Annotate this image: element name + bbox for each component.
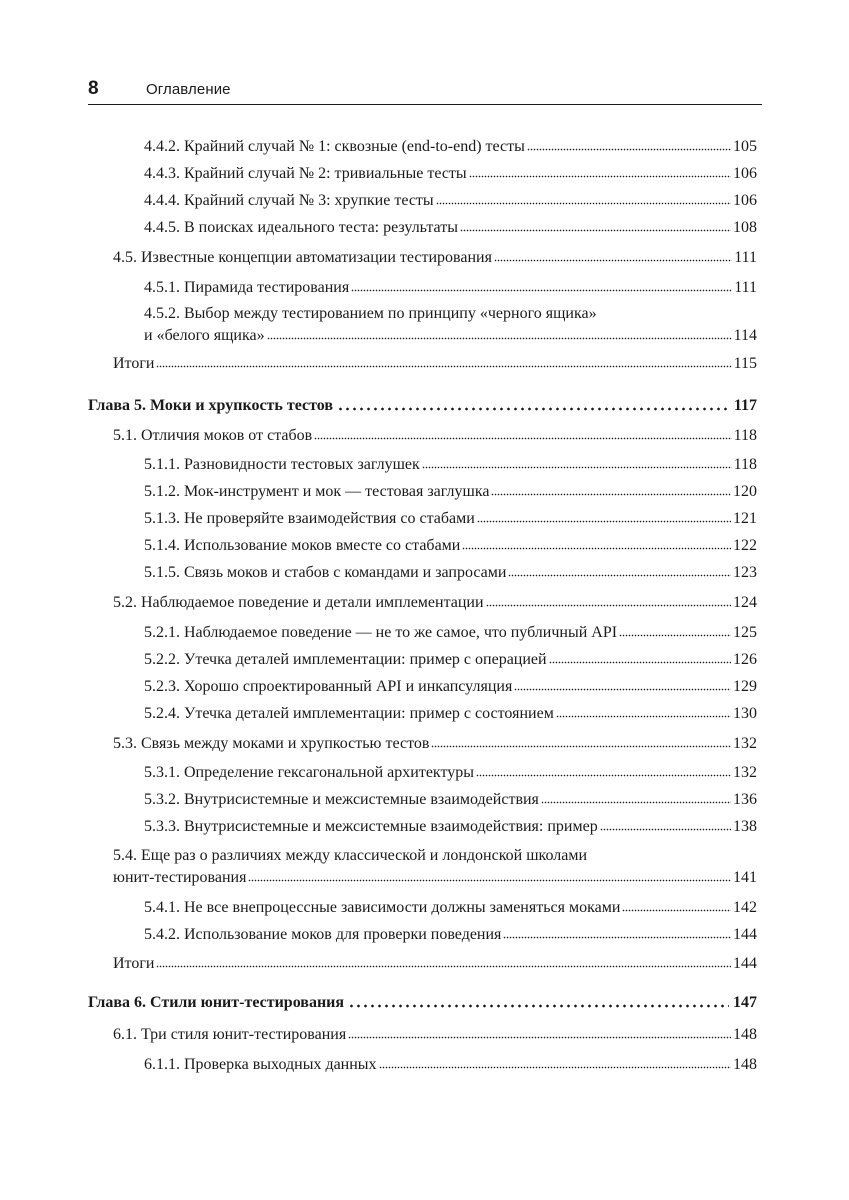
toc-entry-title: 5.1.2. Мок-инструмент и мок — тестовая заглушка [144,483,490,500]
toc-entry-title: 5.4.2. Использование моков для проверки поведения [144,926,502,943]
dot-leader [619,634,731,638]
chapter-entry[interactable] [88,395,757,417]
dot-leader [556,715,731,719]
toc-entry-title-line1[interactable]: 4.5.2. Выбор между тестированием по принципу «черного ящика» [144,305,597,322]
toc-entry-title: 4.4.4. Крайний случай № 3: хрупкие тесты [144,192,434,209]
dot-leader [314,437,731,441]
toc-entry-page: 118 [733,427,757,444]
toc-entry-page: 120 [733,483,757,500]
toc-entry-page: 129 [733,678,757,695]
toc-entry[interactable] [113,592,757,614]
dot-leader [622,909,731,913]
toc-entry-title: 5.3.1. Определение гексагональной архитектуры [144,764,475,781]
toc-entry-title: 5.1.1. Разновидности тестовых заглушек [144,456,420,473]
toc-entry[interactable] [144,676,757,698]
dot-leader [248,879,731,883]
toc-entry[interactable] [144,1054,757,1076]
dot-leader [477,520,731,524]
toc-entry-title: 5.1.4. Использование моков вместе со стабами [144,537,461,554]
dot-leader [527,148,731,152]
toc-entry[interactable] [113,247,757,269]
dot-leader [494,259,732,263]
toc-entry-title: Итоги [113,355,155,372]
toc-entry-page: 123 [733,564,757,581]
dot-leader [469,175,731,179]
dot-leader [549,661,731,665]
toc-entry-page: 126 [733,651,757,668]
toc-entry[interactable] [113,353,757,375]
dot-leader [541,801,731,805]
dot-leader [600,828,731,832]
toc-entry-page: 115 [733,355,757,372]
toc-entry-title: 6.1.1. Проверка выходных данных [144,1056,377,1073]
toc-entry-page: 124 [733,594,757,611]
toc-entry-page: 132 [733,735,757,752]
toc-entry-page: 136 [733,791,757,808]
toc-entry-page: 122 [733,537,757,554]
toc-entry-page: 118 [733,456,757,473]
dot-leader [267,337,732,341]
toc-entry[interactable] [113,425,757,447]
toc-entry-page: 148 [733,1056,757,1073]
toc-entry-title: 5.1.3. Не проверяйте взаимодействия со стабами [144,510,475,527]
dot-leader [156,965,731,969]
dot-leader [156,365,731,369]
toc-entry-page: 106 [733,192,757,209]
toc-entry-title: 5.2.2. Утечка деталей имплементации: пример с операцией [144,651,547,668]
toc-entry[interactable] [144,190,757,212]
toc-entry-title: 4.5.1. Пирамида тестирования [144,279,350,296]
chapter-title: Глава 6. Стили юнит-тестирования [88,994,345,1011]
dot-leader [491,493,731,497]
toc-entry-page: 111 [734,279,757,296]
page-number: 8 [88,78,99,99]
chapter-title: Глава 5. Моки и хрупкость тестов [88,397,334,414]
toc-entry[interactable] [144,897,757,919]
toc-entry-title: 5.2.4. Утечка деталей имплементации: пример с состоянием [144,705,554,722]
toc-entry-title: 4.4.3. Крайний случай № 2: тривиальные тесты [144,165,467,182]
dot-leader [514,688,731,692]
toc-entry[interactable] [144,649,757,671]
toc-entry[interactable] [144,762,757,784]
dot-leader [462,547,731,551]
dot-leader [436,202,731,206]
toc-entry-title: 4.5. Известные концепции автоматизации тестирования [113,249,492,266]
toc-entry-page: 111 [734,249,757,266]
toc-entry-page: 105 [733,138,757,155]
toc-entry-page: 138 [733,818,757,835]
toc-entry-title: 5.3.2. Внутрисистемные и межсистемные взаимодействия [144,791,539,808]
toc-entry-page: 144 [733,955,757,972]
toc-entry[interactable] [144,924,757,946]
toc-entry[interactable] [113,733,757,755]
toc-entry[interactable] [144,454,757,476]
dot-leader [476,774,731,778]
toc-entry-title-line2: и «белого ящика» [144,327,265,344]
toc-entry-title: 5.4.1. Не все внепроцессные зависимости должны заменяться моками [144,899,621,916]
toc-entry[interactable] [144,562,757,584]
toc-entry-title: 5.2.1. Наблюдаемое поведение — не то же самое, что публичный API [144,624,618,641]
toc-entry-title: 5.3.3. Внутрисистемные и межсистемные взаимодействия: пример [144,818,598,835]
dot-leader [348,1004,729,1008]
toc-entry-title: 4.4.5. В поисках идеального теста: результаты [144,219,458,236]
dot-leader [351,289,732,293]
toc-entry[interactable] [144,816,757,838]
toc-entry-title-line1[interactable]: 5.4. Еще раз о различиях между классической и лондонской школами [113,847,588,864]
toc-entry[interactable] [113,953,757,975]
toc-entry-page: 141 [733,869,757,886]
toc-entry-page: 144 [733,926,757,943]
toc-entry-title-line2: юнит-тестирования [113,869,247,886]
dot-leader [503,936,731,940]
toc-entry-title: 5.1. Отличия моков от стабов [113,427,313,444]
toc-entry[interactable] [144,325,757,347]
toc-entry-page: 142 [733,899,757,916]
toc-entry[interactable] [144,622,757,644]
dot-leader [508,574,731,578]
toc-entry[interactable] [113,867,757,889]
toc-entry[interactable] [144,136,757,158]
toc-entry-title: 5.2.3. Хорошо спроектированный API и инкапсуляция [144,678,513,695]
dot-leader [486,604,731,608]
dot-leader [460,229,731,233]
toc-entry[interactable] [144,481,757,503]
toc-entry[interactable] [144,703,757,725]
toc-entry-title: 4.4.2. Крайний случай № 1: сквозные (end-to-end) тесты [144,138,525,155]
toc-entry-page: 106 [733,165,757,182]
toc-entry[interactable] [144,508,757,530]
dot-leader [379,1066,731,1070]
toc-entry-title: 5.1.5. Связь моков и стабов с командами и запросами [144,564,507,581]
running-header [88,78,762,105]
dot-leader [431,745,731,749]
toc-entry-page: 125 [733,624,757,641]
toc-entry[interactable] [113,1024,757,1046]
toc-entry-title: Итоги [113,955,155,972]
toc-entry-page: 121 [733,510,757,527]
toc-entry[interactable] [144,277,757,299]
toc-entry-page: 114 [733,327,757,344]
toc-entry[interactable] [144,163,757,185]
toc-entry[interactable] [144,217,757,239]
toc-entry-page: 108 [733,219,757,236]
chapter-page: 117 [733,397,757,414]
toc-entry-page: 130 [733,705,757,722]
dot-leader [337,407,730,411]
toc-entry[interactable] [144,789,757,811]
dot-leader [348,1036,731,1040]
toc-entry-title: 5.2. Наблюдаемое поведение и детали имплементации [113,594,484,611]
chapter-entry[interactable] [88,992,757,1014]
dot-leader [422,466,732,470]
toc-entry-page: 148 [733,1026,757,1043]
chapter-page: 147 [733,994,757,1011]
toc-entry-page: 132 [733,764,757,781]
toc-entry-title: 5.3. Связь между моками и хрупкостью тестов [113,735,430,752]
toc-entry-title: 6.1. Три стиля юнит-тестирования [113,1026,347,1043]
running-title: Оглавление [146,81,231,98]
toc-entry[interactable] [144,535,757,557]
